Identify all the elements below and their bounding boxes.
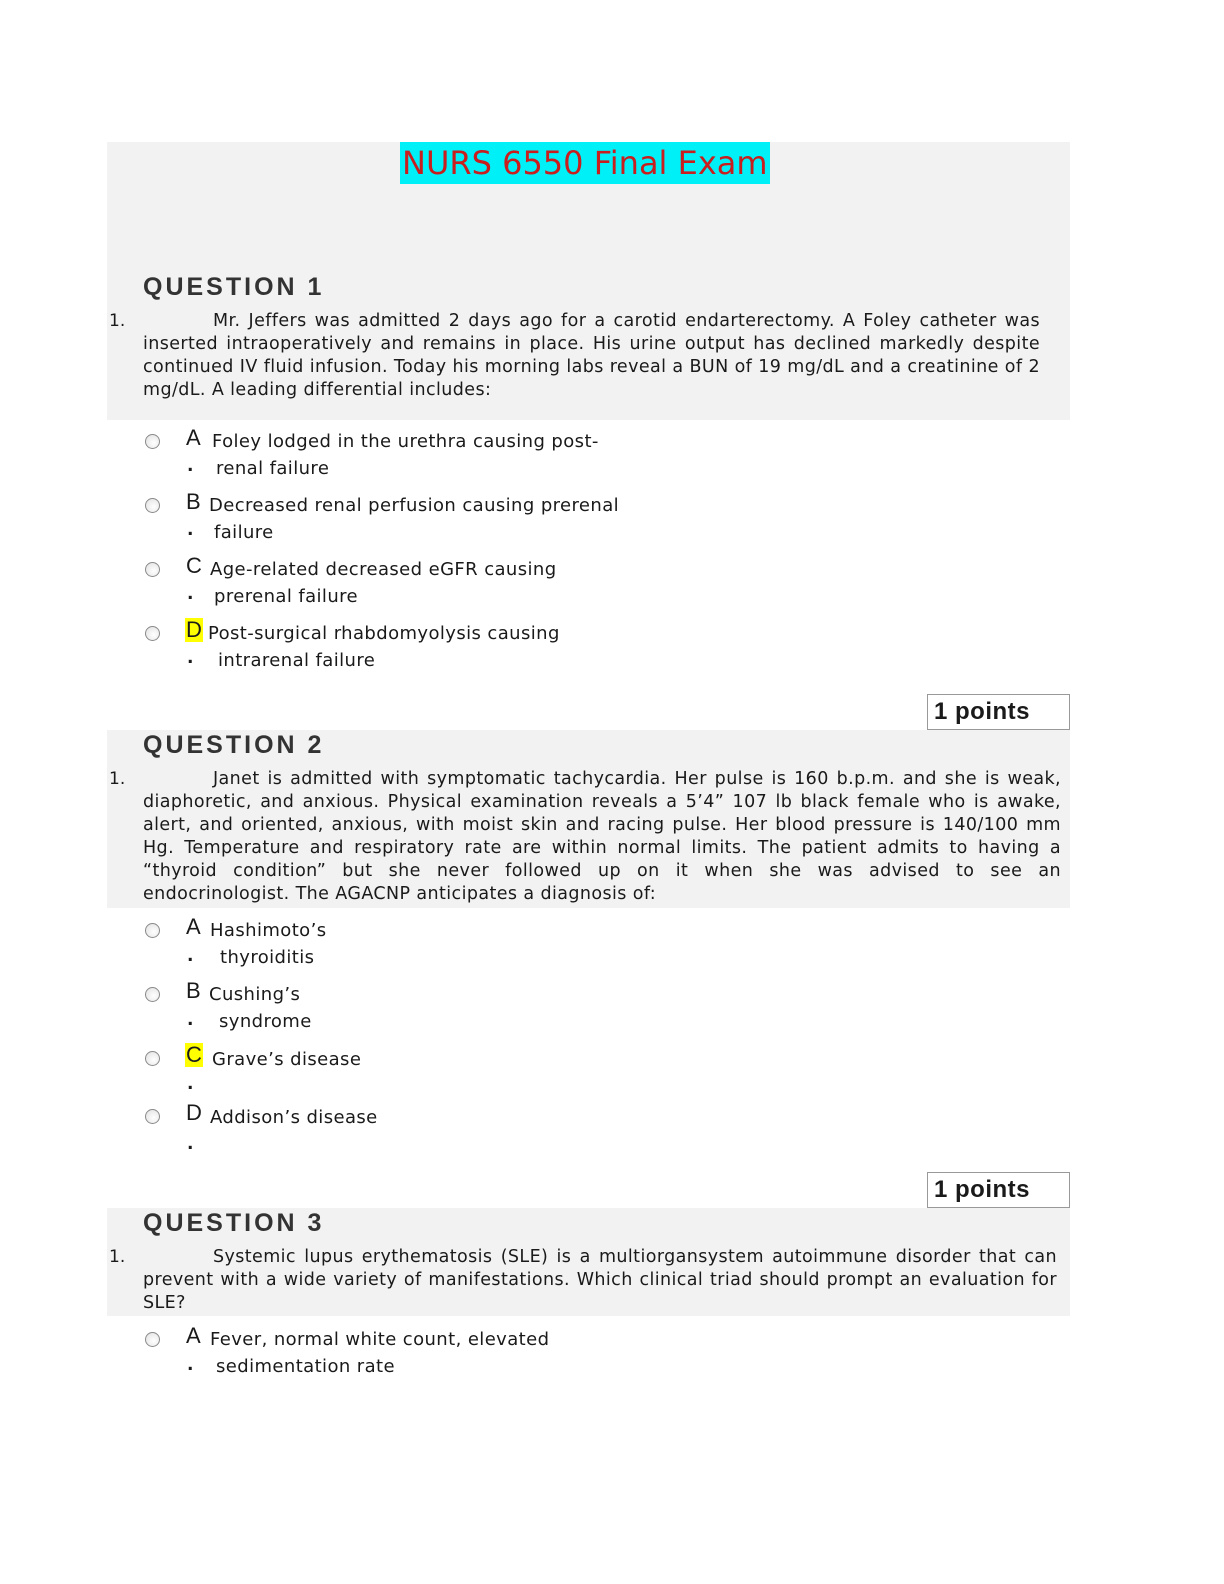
question-3-number: 1. — [109, 1247, 126, 1267]
option-text: Post-surgical rhabdomyolysis causing — [208, 623, 560, 644]
option-letter: A — [186, 914, 201, 939]
option-text: Age-related decreased eGFR causing — [210, 559, 557, 580]
question-3-heading: QUESTION 3 — [143, 1209, 325, 1237]
radio-button[interactable] — [145, 1051, 160, 1066]
question-1-text: Mr. Jeffers was admitted 2 days ago for a carotid endarterectomy. A Foley catheter was inserted intraoperatively and remains in place. His urine output has declined markedly despite continued IV fluid infusion. Today his morning labs reveal a BUN of 19 mg/dL and a creatinine of 2 mg/dL. A leading differential includes: — [143, 311, 1040, 400]
option-letter: B — [186, 978, 201, 1003]
points-badge: 1 points — [927, 694, 1070, 730]
option-dot: . — [187, 1010, 194, 1030]
option-dot: . — [187, 648, 194, 668]
radio-button[interactable] — [145, 498, 160, 513]
option-text: sedimentation rate — [216, 1356, 395, 1377]
radio-button[interactable] — [145, 562, 160, 577]
radio-button[interactable] — [145, 1332, 160, 1347]
option-letter: A — [186, 1323, 201, 1348]
points-badge: 1 points — [927, 1172, 1070, 1208]
question-3-text: Systemic lupus erythematosis (SLE) is a multiorgansystem autoimmune disorder that can prevent with a wide variety of manifestations. Which clinical triad should prompt an evaluation for SLE? — [143, 1247, 1057, 1313]
question-1-heading: QUESTION 1 — [143, 273, 325, 301]
option-letter: C — [186, 553, 202, 578]
option-dot: . — [187, 520, 194, 540]
question-2-heading: QUESTION 2 — [143, 731, 325, 759]
radio-button[interactable] — [145, 1109, 160, 1124]
option-letter-highlighted: C — [186, 1042, 202, 1067]
radio-button[interactable] — [145, 987, 160, 1002]
option-text: Fever, normal white count, elevated — [210, 1329, 550, 1350]
option-dot: . — [187, 456, 194, 476]
option-text: Foley lodged in the urethra causing post- — [212, 431, 599, 452]
option-text: Grave’s disease — [212, 1049, 362, 1070]
option-text: Cushing’s — [209, 984, 301, 1005]
option-letter: B — [186, 489, 201, 514]
option-text: syndrome — [219, 1011, 312, 1032]
option-text: prerenal failure — [214, 586, 359, 607]
option-dot: . — [187, 1355, 194, 1375]
option-letter: A — [186, 425, 201, 450]
option-text: Addison’s disease — [210, 1107, 378, 1128]
option-letter: D — [186, 1100, 202, 1125]
radio-button[interactable] — [145, 626, 160, 641]
option-letter-highlighted: D — [186, 617, 202, 642]
radio-button[interactable] — [145, 923, 160, 938]
option-text: thyroiditis — [220, 947, 315, 968]
option-text: renal failure — [216, 458, 330, 479]
option-text: failure — [214, 522, 274, 543]
option-dot: . — [187, 1134, 194, 1154]
option-text: Hashimoto’s — [210, 920, 327, 941]
radio-button[interactable] — [145, 434, 160, 449]
option-dot: . — [187, 946, 194, 966]
option-text: Decreased renal perfusion causing prerenal — [209, 495, 620, 516]
option-dot: . — [187, 584, 194, 604]
question-2-text: Janet is admitted with symptomatic tachycardia. Her pulse is 160 b.p.m. and she is weak, diaphoretic, and anxious. Physical examination reveals a 5’4” 107 lb black female who is awake, alert, and oriented, anxious, with moist skin and racing pulse. Her blood pressure is 140/100 mm Hg. Temperature and respiratory rate are within normal limits. The patient admits to having a “thyroid condition” but she never followed up on it when she was advised to see an endocrinologist. The AGACNP anticipates a diagnosis of: — [143, 769, 1061, 904]
option-text: intrarenal failure — [218, 650, 376, 671]
question-1-number: 1. — [109, 311, 126, 331]
question-2-number: 1. — [109, 769, 126, 789]
page-title: NURS 6550 Final Exam — [402, 144, 768, 182]
option-dot: . — [187, 1074, 194, 1094]
